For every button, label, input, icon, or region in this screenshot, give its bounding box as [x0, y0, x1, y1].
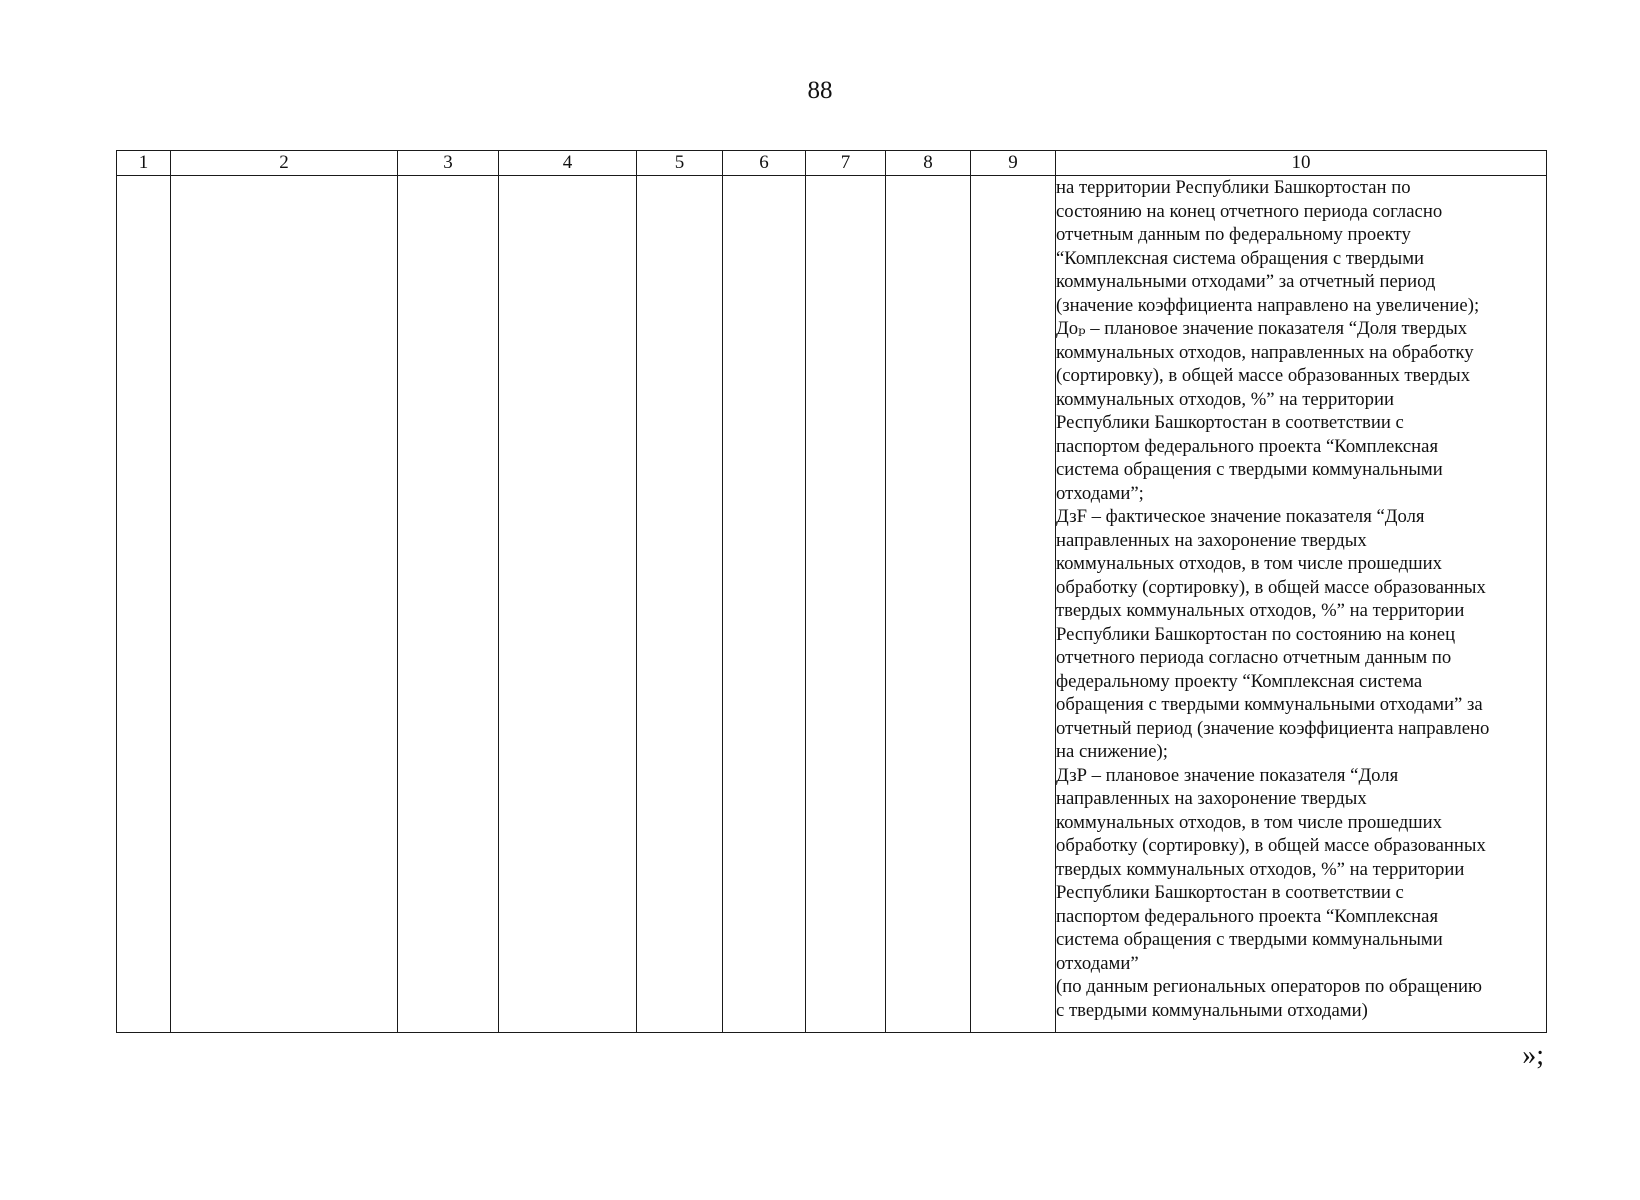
text-line: (значение коэффициента направлено на увеличение); — [1056, 294, 1480, 316]
indicator-table — [116, 150, 1547, 1033]
text-line: Республики Башкортостан в соответствии с — [1056, 412, 1404, 433]
text-line: (сортировку), в общей массе образованных твердых — [1056, 365, 1471, 386]
text-line: на территории Республики Башкортостан по — [1056, 177, 1411, 198]
text-line: Республики Башкортостан в соответствии с — [1056, 882, 1404, 903]
text-line: направленных на захоронение твердых — [1056, 788, 1367, 809]
cell-col-6 — [723, 176, 806, 1033]
cell-col-9 — [971, 176, 1056, 1033]
text-line: отходами” — [1056, 952, 1139, 974]
text-line: отходами”; — [1056, 482, 1144, 504]
text-line: система обращения с твердыми коммунальными — [1056, 459, 1443, 480]
column-header-8: 8 — [886, 151, 971, 176]
column-header-5: 5 — [637, 151, 723, 176]
cell-col-10-text — [1056, 176, 1547, 1033]
text-line: Республики Башкортостан по состоянию на конец — [1056, 623, 1456, 645]
text-line: отчетным данным по федеральному проекту — [1056, 224, 1411, 245]
text-line: обращения с твердыми коммунальными отходами” за — [1056, 694, 1483, 715]
text-line: (по данным региональных операторов по обращению — [1056, 976, 1483, 997]
cell-col-7 — [806, 176, 886, 1033]
column-header-3: 3 — [398, 151, 499, 176]
text-line: коммунальных отходов, в том числе прошедших — [1056, 811, 1442, 833]
column-header-10: 10 — [1056, 151, 1547, 176]
page-number: 88 — [807, 77, 833, 104]
column-number-row — [117, 151, 1547, 176]
column-header-7: 7 — [806, 151, 886, 176]
text-line: твердых коммунальных отходов, %” на территории — [1056, 858, 1465, 880]
text-line: обработку (сортировку), в общей массе образованных — [1056, 576, 1486, 598]
text-line: направленных на захоронение твердых — [1056, 529, 1367, 551]
text-line: ДзР – плановое значение показателя “Доля — [1056, 764, 1399, 786]
text-line: система обращения с твердыми коммунальными — [1056, 929, 1443, 950]
text-line: ДзF – фактическое значение показателя “Доля — [1056, 506, 1425, 527]
column-header-4: 4 — [499, 151, 637, 176]
cell-col-4 — [499, 176, 637, 1033]
text-line: федеральному проекту “Комплексная система — [1056, 670, 1423, 692]
text-line: “Комплексная система обращения с твердыми — [1056, 247, 1425, 269]
cell-col-3 — [398, 176, 499, 1033]
text-line: отчетный период (значение коэффициента направлено — [1056, 717, 1490, 739]
table-row — [117, 176, 1547, 1033]
column-header-2: 2 — [171, 151, 398, 176]
text-line: обработку (сортировку), в общей массе образованных — [1056, 835, 1486, 856]
column-header-6: 6 — [723, 151, 806, 176]
cell-col-2 — [171, 176, 398, 1033]
cell-col-1 — [117, 176, 171, 1033]
cell-col-8 — [886, 176, 971, 1033]
closing-quote-mark: »; — [1522, 1040, 1544, 1071]
text-line: состоянию на конец отчетного периода согласно — [1056, 200, 1443, 222]
text-line: с твердыми коммунальными отходами) — [1056, 999, 1368, 1021]
text-line: паспортом федерального проекта “Комплексная — [1056, 435, 1439, 457]
column-header-1: 1 — [117, 151, 171, 176]
text-line: паспортом федерального проекта “Комплексная — [1056, 905, 1439, 927]
text-line: коммунальных отходов, в том числе прошедших — [1056, 553, 1442, 574]
text-line: твердых коммунальных отходов, %” на территории — [1056, 600, 1465, 621]
text-line: коммунальных отходов, направленных на обработку — [1056, 341, 1474, 363]
cell-col-5 — [637, 176, 723, 1033]
text-line: Доₚ – плановое значение показателя “Доля твердых — [1056, 318, 1468, 339]
column-header-9: 9 — [971, 151, 1056, 176]
text-line: отчетного периода согласно отчетным данным по — [1056, 647, 1452, 668]
text-line: на снижение); — [1056, 741, 1168, 762]
text-line: коммунальными отходами” за отчетный период — [1056, 271, 1436, 292]
text-line: коммунальных отходов, %” на территории — [1056, 388, 1394, 410]
